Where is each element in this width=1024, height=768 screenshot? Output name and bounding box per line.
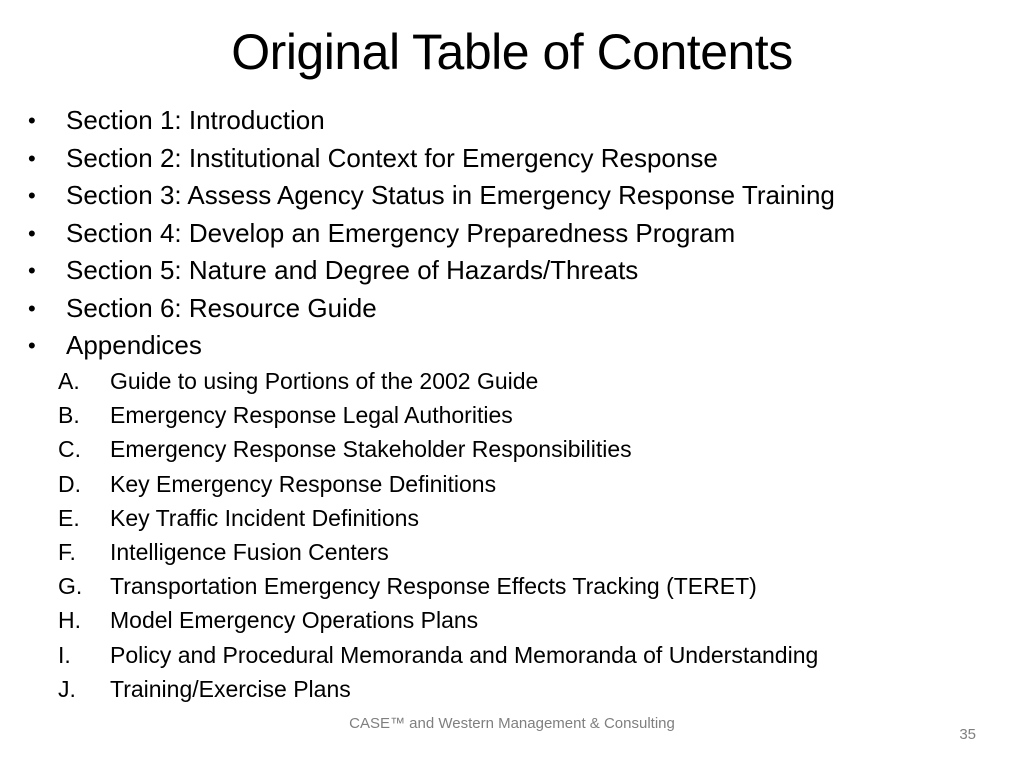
appendix-letter: H. bbox=[58, 607, 81, 634]
section-label: Appendices bbox=[66, 330, 202, 360]
appendix-label: Guide to using Portions of the 2002 Guide bbox=[110, 368, 539, 394]
appendix-label: Key Traffic Incident Definitions bbox=[110, 504, 419, 531]
appendix-label: Transportation Emergency Response Effects Tracking (TERET) bbox=[110, 573, 757, 600]
bullet-marker: • bbox=[28, 183, 36, 208]
section-label: Section 5: Nature and Degree of Hazards/Threats bbox=[66, 255, 639, 285]
appendix-letter: D. bbox=[58, 470, 81, 497]
section-label: Section 4: Develop an Emergency Preparedness Program bbox=[66, 217, 736, 248]
appendix-letter: A. bbox=[58, 368, 80, 394]
bullet-marker: • bbox=[28, 108, 36, 133]
bullet-marker: • bbox=[28, 258, 36, 283]
bullet-marker: • bbox=[28, 333, 36, 358]
appendix-letter: G. bbox=[58, 573, 83, 600]
section-label: Section 3: Assess Agency Status in Emergency Response Training bbox=[66, 180, 835, 210]
appendix-label: Emergency Response Legal Authorities bbox=[110, 402, 513, 429]
appendix-label: Training/Exercise Plans bbox=[110, 675, 351, 702]
appendix-letter: B. bbox=[58, 402, 80, 429]
slide-page-number: 35 bbox=[959, 726, 976, 743]
section-label: Section 1: Introduction bbox=[66, 105, 325, 135]
section-label: Section 2: Institutional Context for Emergency Response bbox=[66, 142, 718, 173]
appendix-letter: E. bbox=[58, 504, 80, 531]
slide-footer: CASE™ and Western Management & Consulting bbox=[349, 715, 675, 732]
appendix-letter: C. bbox=[58, 436, 81, 463]
appendix-label: Key Emergency Response Definitions bbox=[110, 470, 497, 497]
section-label: Section 6: Resource Guide bbox=[66, 292, 377, 323]
appendix-label: Intelligence Fusion Centers bbox=[110, 538, 389, 565]
appendix-label: Model Emergency Operations Plans bbox=[110, 607, 479, 634]
appendix-letter: J. bbox=[58, 675, 76, 702]
bullet-marker: • bbox=[28, 145, 36, 171]
appendix-letter: I. bbox=[58, 641, 71, 668]
slide-title: Original Table of Contents bbox=[231, 24, 793, 80]
bullet-marker: • bbox=[28, 220, 36, 246]
bullet-marker: • bbox=[28, 295, 36, 321]
appendix-letter: F. bbox=[58, 538, 76, 565]
appendix-label: Policy and Procedural Memoranda and Memoranda of Understanding bbox=[110, 641, 819, 668]
appendix-label: Emergency Response Stakeholder Responsibilities bbox=[110, 436, 632, 463]
